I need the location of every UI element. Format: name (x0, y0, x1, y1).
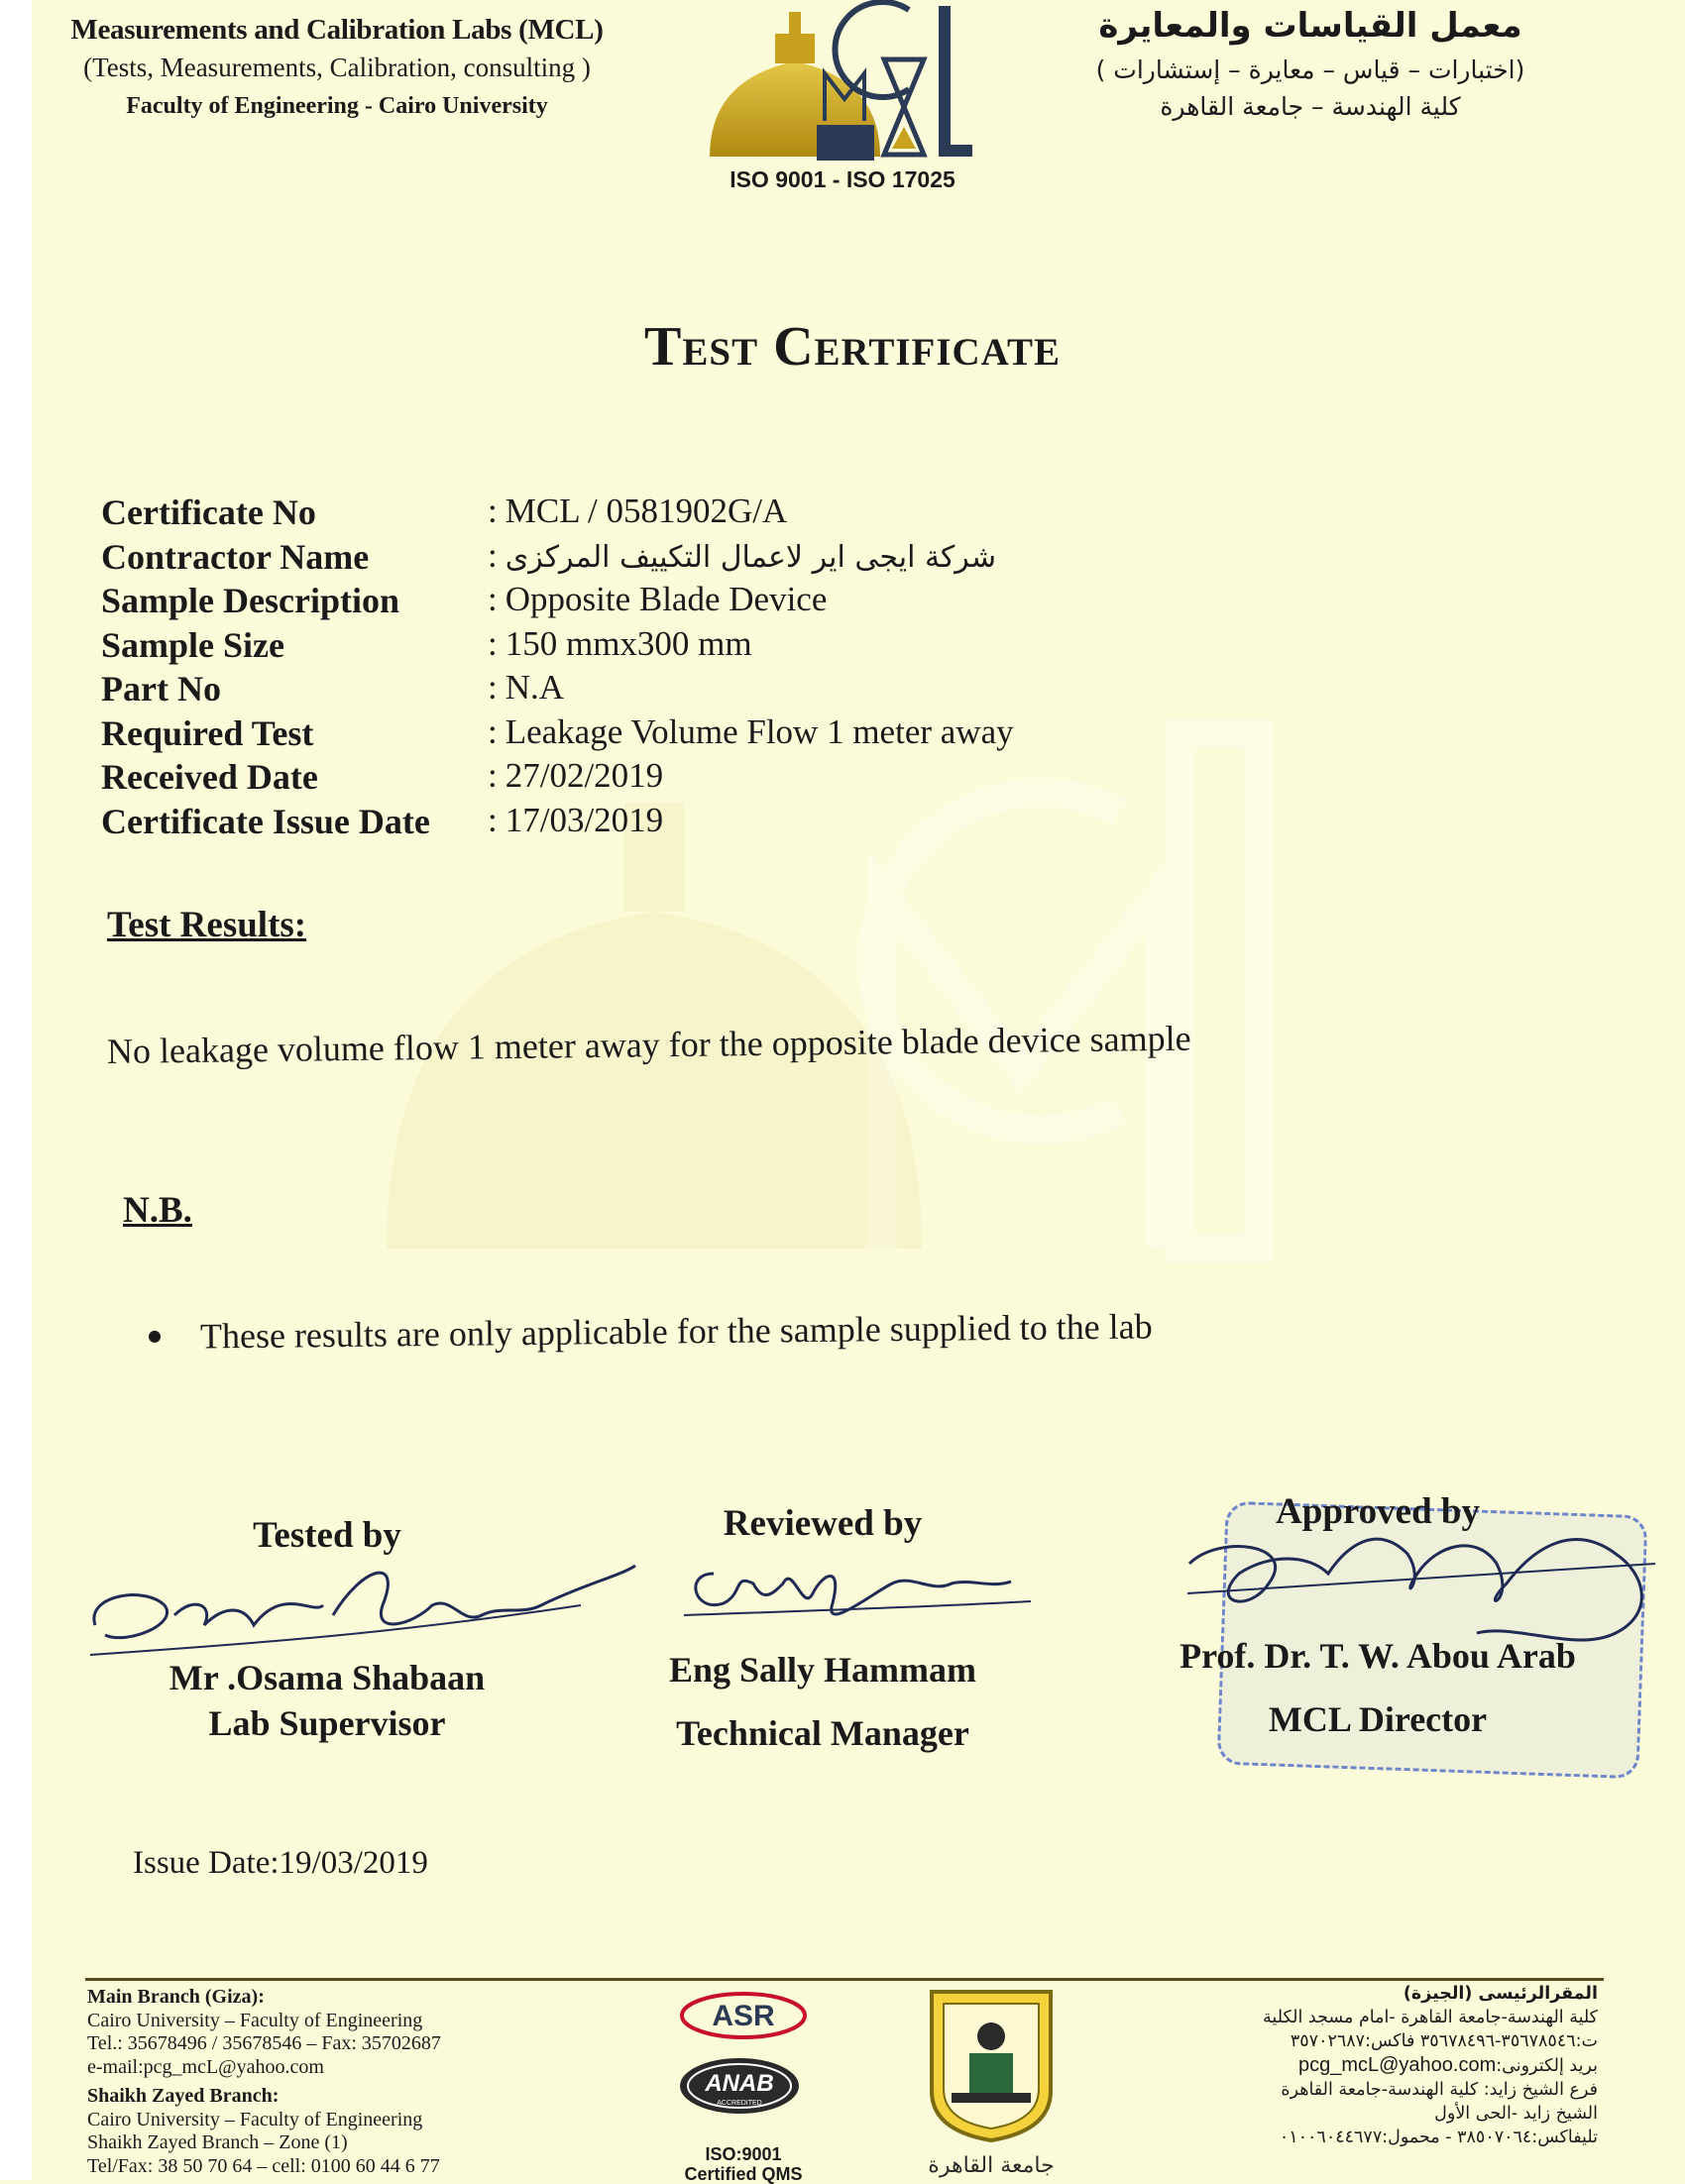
nb-heading: N.B. (123, 1190, 192, 1231)
signature-sally-hammam (674, 1554, 1041, 1643)
field-row (101, 756, 1390, 801)
certificate-title: Test Certificate (644, 316, 1061, 378)
lab-services-en: (Tests, Measurements, Calibration, consulting ) (83, 53, 591, 82)
tested-by-block (129, 1657, 525, 1744)
reviewed-by-block (634, 1649, 1011, 1754)
bullet-icon (149, 1331, 161, 1343)
mcl-logo-icon (706, 0, 973, 168)
asr-logo-icon (674, 1986, 813, 2045)
main-branch-line: Cairo University – Faculty of Engineering (87, 2009, 423, 2031)
zayed-branch-line: Tel/Fax: 38 50 70 64 – cell: 0100 60 44 6 77 (87, 2154, 440, 2177)
field-row (101, 712, 1390, 757)
anab-iso-line: ISO:9001 (705, 2144, 782, 2164)
zayed-branch-heading: Shaikh Zayed Branch: (87, 2085, 280, 2107)
field-label: Received Date (101, 757, 318, 797)
footer-divider (85, 1978, 1604, 1981)
nb-item-text: These results are only applicable for the sample supplied to the lab (199, 1306, 1153, 1357)
footer-branches-en (87, 1986, 603, 2178)
ar-footer-line: كلية الهندسة-جامعة القاهرة -امام مسجد الكلية (1263, 2008, 1598, 2027)
ar-footer-line: المقرالرئيسى (الجيزة) (1403, 1984, 1598, 2004)
tester-title: Lab Supervisor (208, 1703, 446, 1743)
certificate-fields (101, 491, 1390, 844)
ar-footer-email: pcg_mcL@yahoo.com (1297, 2054, 1497, 2076)
test-results-text: No leakage volume flow 1 meter away for the opposite blade device sample (106, 1018, 1191, 1071)
field-row (101, 668, 1390, 712)
main-branch-heading: Main Branch (Giza): (87, 1986, 265, 2008)
main-branch-line: e-mail:pcg_mcL@yahoo.com (87, 2055, 324, 2078)
field-label: Required Test (101, 712, 314, 753)
tester-name: Mr .Osama Shabaan (168, 1658, 486, 1697)
field-label: Certificate Issue Date (101, 801, 430, 841)
lab-name-en: Measurements and Calibration Labs (MCL) (70, 14, 604, 46)
ar-footer-line: ت:٣٥٦٧٨٥٤٦-٣٥٦٧٨٤٩٦ فاكس:٣٥٧٠٢٦٨٧ (1290, 2031, 1598, 2051)
field-value: : 150 mmx300 mm (488, 623, 752, 663)
field-label: Sample Description (101, 581, 399, 620)
test-results-heading: Test Results: (107, 905, 307, 945)
ar-footer-line: فرع الشيخ زايد: كلية الهندسة-جامعة القاهرة (1281, 2080, 1598, 2100)
reviewed-by-heading-block (674, 1502, 971, 1545)
approver-name: Prof. Dr. T. W. Abou Arab (1180, 1636, 1576, 1676)
zayed-branch-line: Cairo University – Faculty of Engineering (87, 2108, 423, 2130)
field-value: : 17/03/2019 (488, 800, 664, 839)
anab-accredited-text: ACCREDITED (717, 2100, 762, 2107)
field-row (101, 491, 1390, 536)
reviewer-title: Technical Manager (676, 1713, 969, 1753)
field-value: : N.A (488, 668, 565, 707)
signature-osama-shabaan (85, 1546, 640, 1675)
cairo-university-seal-icon (922, 1982, 1061, 2180)
ar-footer-email-line: بريد إلكترونى:pcg_mcL@yahoo.com (1297, 2054, 1598, 2076)
iso-standards: ISO 9001 - ISO 17025 (730, 166, 955, 192)
lab-name-ar: معمل القياسات والمعايرة (1098, 6, 1522, 46)
ar-footer-line: تليفاكس:٣٨٥٠٧٠٦٤ - محمول:٠١٠٠٦٠٤٤٦٧٧ (1279, 2128, 1598, 2147)
issue-date: Issue Date:19/03/2019 (133, 1845, 428, 1881)
field-value: : Opposite Blade Device (488, 580, 828, 618)
field-value: : شركة ايجى اير لاعمال التكييف المركزى (488, 535, 996, 575)
field-row (101, 580, 1390, 624)
field-value: : 27/02/2019 (488, 756, 664, 795)
seal-caption: جامعة القاهرة (928, 2153, 1055, 2178)
reviewer-name: Eng Sally Hammam (668, 1650, 977, 1690)
lab-header-arabic (1033, 6, 1588, 121)
faculty-en: Faculty of Engineering - Cairo University (126, 93, 548, 119)
field-row (101, 624, 1390, 669)
field-value: : MCL / 0581902G/A (488, 491, 788, 530)
field-label: Contractor Name (101, 536, 370, 577)
anab-logo-icon (676, 2055, 803, 2117)
field-label: Certificate No (101, 492, 316, 532)
tested-by-heading: Tested by (253, 1515, 401, 1556)
anab-iso-line: Certified QMS (684, 2164, 803, 2184)
faculty-ar: كلية الهندسة – جامعة القاهرة (1160, 92, 1461, 121)
approved-by-block (1140, 1635, 1616, 1740)
anab-logo-text: ANAB (705, 2070, 774, 2097)
reviewed-by-heading: Reviewed by (723, 1503, 923, 1544)
field-label: Part No (101, 669, 221, 709)
field-row (101, 536, 1390, 581)
lab-services-ar: (اختبارات – قياس – معايرة – إستشارات ) (1095, 55, 1525, 84)
ar-footer-line: الشيخ زايد -الحى الأول (1434, 2104, 1598, 2124)
scan-margin (0, 0, 32, 2180)
lab-header-english (59, 14, 615, 120)
anab-iso-text (654, 2144, 833, 2184)
approved-by-heading: Approved by (1276, 1491, 1480, 1532)
field-label: Sample Size (101, 624, 284, 665)
field-value: : Leakage Volume Flow 1 meter away (488, 711, 1014, 751)
zayed-branch-line: Shaikh Zayed Branch – Zone (1) (87, 2131, 348, 2153)
field-row (101, 801, 1390, 845)
footer-branches-ar (1172, 1982, 1598, 2149)
asr-logo-text: ASR (712, 2000, 775, 2032)
approver-title: MCL Director (1268, 1699, 1488, 1739)
main-branch-line: Tel.: 35678496 / 35678546 – Fax: 35702687 (87, 2032, 441, 2054)
